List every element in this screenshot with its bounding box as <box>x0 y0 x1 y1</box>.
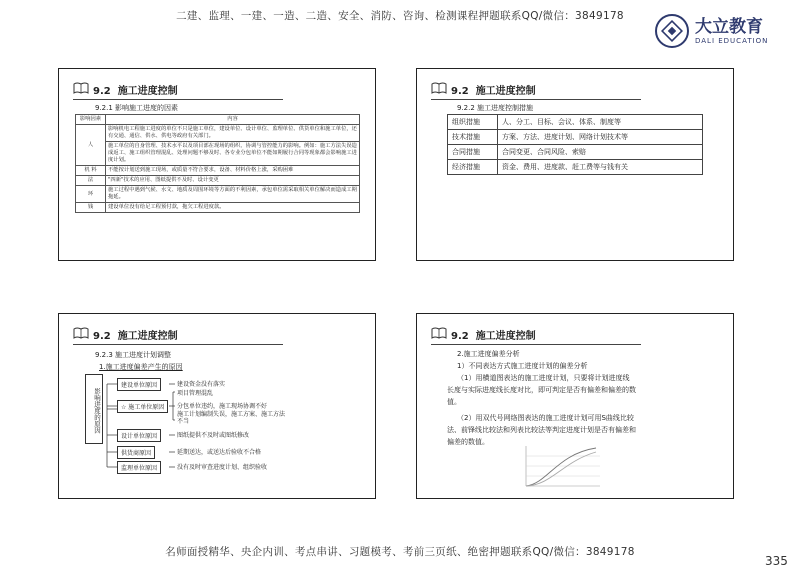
tree-leaf: 分包单位违约，施工现场协调不好 <box>177 403 268 410</box>
title-rule <box>431 344 641 345</box>
tree-leaf: 没有及时审查进度计划、组织验收 <box>177 464 268 471</box>
book-icon <box>431 82 447 94</box>
tree-leaf: 施工计划编制失误，施工方案、施工方法不当 <box>177 411 286 425</box>
slide-subtitle-2: 1.施工进度偏差产生的原因 <box>99 363 183 371</box>
text-line: （1）用横道图表达的施工进度计划，只要将计划进度线 <box>457 374 630 382</box>
text-line: 长度与实际进度线长度对比，即可判定是否有偏差和偏差的数 <box>447 386 636 394</box>
tree-leaf: 项目管理混乱 <box>177 390 214 397</box>
table-header: 影响因素 <box>76 115 106 125</box>
slide-title: 9.2 施工进度控制 <box>451 331 536 342</box>
book-icon <box>431 327 447 339</box>
book-icon <box>73 82 89 94</box>
brand-name: 大立教育 <box>695 17 763 37</box>
table-row: 组织措施 人、分工、目标、会议、体系、制度等 <box>448 115 703 130</box>
slide-control-measures <box>416 68 734 261</box>
text-line: 1）不同表达方式施工进度计划的偏差分析 <box>457 362 588 370</box>
top-banner: 二建、监理、一建、一造、二造、安全、消防、咨询、检测课程押题联系QQ/微信：3849178 <box>176 10 624 22</box>
slide-subtitle: 9.2.3 施工进度计划调整 <box>95 351 172 359</box>
tree-root: 影响进度的原因 <box>85 374 103 444</box>
title-rule <box>73 99 283 100</box>
title-rule <box>431 99 641 100</box>
tree-leaf: 延期送达，或送达后验收不合格 <box>177 449 262 456</box>
brand-logo <box>655 14 689 48</box>
tree-node: 设计单位原因 <box>117 429 161 442</box>
table-row: 钱 建设单位没有给足工程预付款，拖欠工程进度款。 <box>76 203 360 213</box>
text-line: （2）用双代号网络图表达的施工进度计划可用S曲线比较 <box>457 414 634 422</box>
text-line: 法、前锋线比较法和列表比较法等判定进度计划是否有偏差和 <box>447 426 636 434</box>
text-line: 2.施工进度偏差分析 <box>457 350 520 358</box>
bottom-banner: 名师面授精华、央企内训、考点串讲、习题模考、考前三页纸、绝密押题联系QQ/微信：3849178 <box>165 546 635 558</box>
table-header: 内容 <box>106 115 360 125</box>
slide-schedule-adjustment <box>58 313 376 499</box>
slide-title: 9.2 施工进度控制 <box>93 331 178 342</box>
slide-deviation-analysis <box>416 313 734 499</box>
brand-subtitle: DALI EDUCATION <box>695 37 769 45</box>
table-row: 人 影响机电工程施工进度的单位不只是施工单位，建设单位、设计单位、监理单位、供货单位和施工单位，还有交通、通信、供水、供电等政府有关部门。 <box>76 125 360 142</box>
tree-node: 监理单位原因 <box>117 461 161 474</box>
tree-leaf: 图纸提供不及时或图纸修改 <box>177 432 250 439</box>
tree-node: ☆ 施工单位原因 <box>117 400 168 413</box>
influence-table <box>75 114 360 213</box>
tree-node: 供货商原因 <box>117 446 155 459</box>
table-row: 技术措施 方案、方法、进度计划、网络计划技术等 <box>448 130 703 145</box>
page-number: 335 <box>765 554 788 566</box>
table-row: 环 施工过程中遇到气候、水文、地质及周围环境等方面的不利因素，承包单位需采取相关单位解决而造成工期拖延。 <box>76 186 360 203</box>
brand <box>655 14 768 48</box>
tree-node: 建设单位原因 <box>117 378 161 391</box>
slide-subtitle: 9.2.1 影响施工进度的因素 <box>95 104 179 112</box>
table-row: 合同措施 合同变更、合同风险、索赔 <box>448 145 703 160</box>
measures-table <box>447 114 703 175</box>
slide-title: 9.2 施工进度控制 <box>451 86 536 97</box>
slide-subtitle: 9.2.2 施工进度控制措施 <box>457 104 534 112</box>
slide-title: 9.2 施工进度控制 <box>93 86 178 97</box>
text-line: 偏差的数值。 <box>447 438 489 446</box>
table-row: 机 料 不能按计划送到施工现场，或质量不符合要求，设备、材料价格上涨，采购困难 <box>76 166 360 176</box>
tree-leaf: 建设资金没有落实 <box>177 381 226 388</box>
table-row: 施工单位的自身管理、技术水平以及项目部在现场的组织、协调与管控能力的影响。例如：施工方法失误造成返工、施工组织管理混乱、处理问题不够及时、各专业分包单位不能如期履行合同等现象都会影响施工进度计划。 <box>76 142 360 166</box>
s-curve-illustration <box>522 444 602 489</box>
text-line: 值。 <box>447 398 461 406</box>
slide-influence-factors <box>58 68 376 261</box>
table-row: 经济措施 资金、费用、进度款、赶工费等与钱有关 <box>448 160 703 175</box>
table-row: 法 "四新"技术的应用、图纸提供不及时、设计变更 <box>76 176 360 186</box>
